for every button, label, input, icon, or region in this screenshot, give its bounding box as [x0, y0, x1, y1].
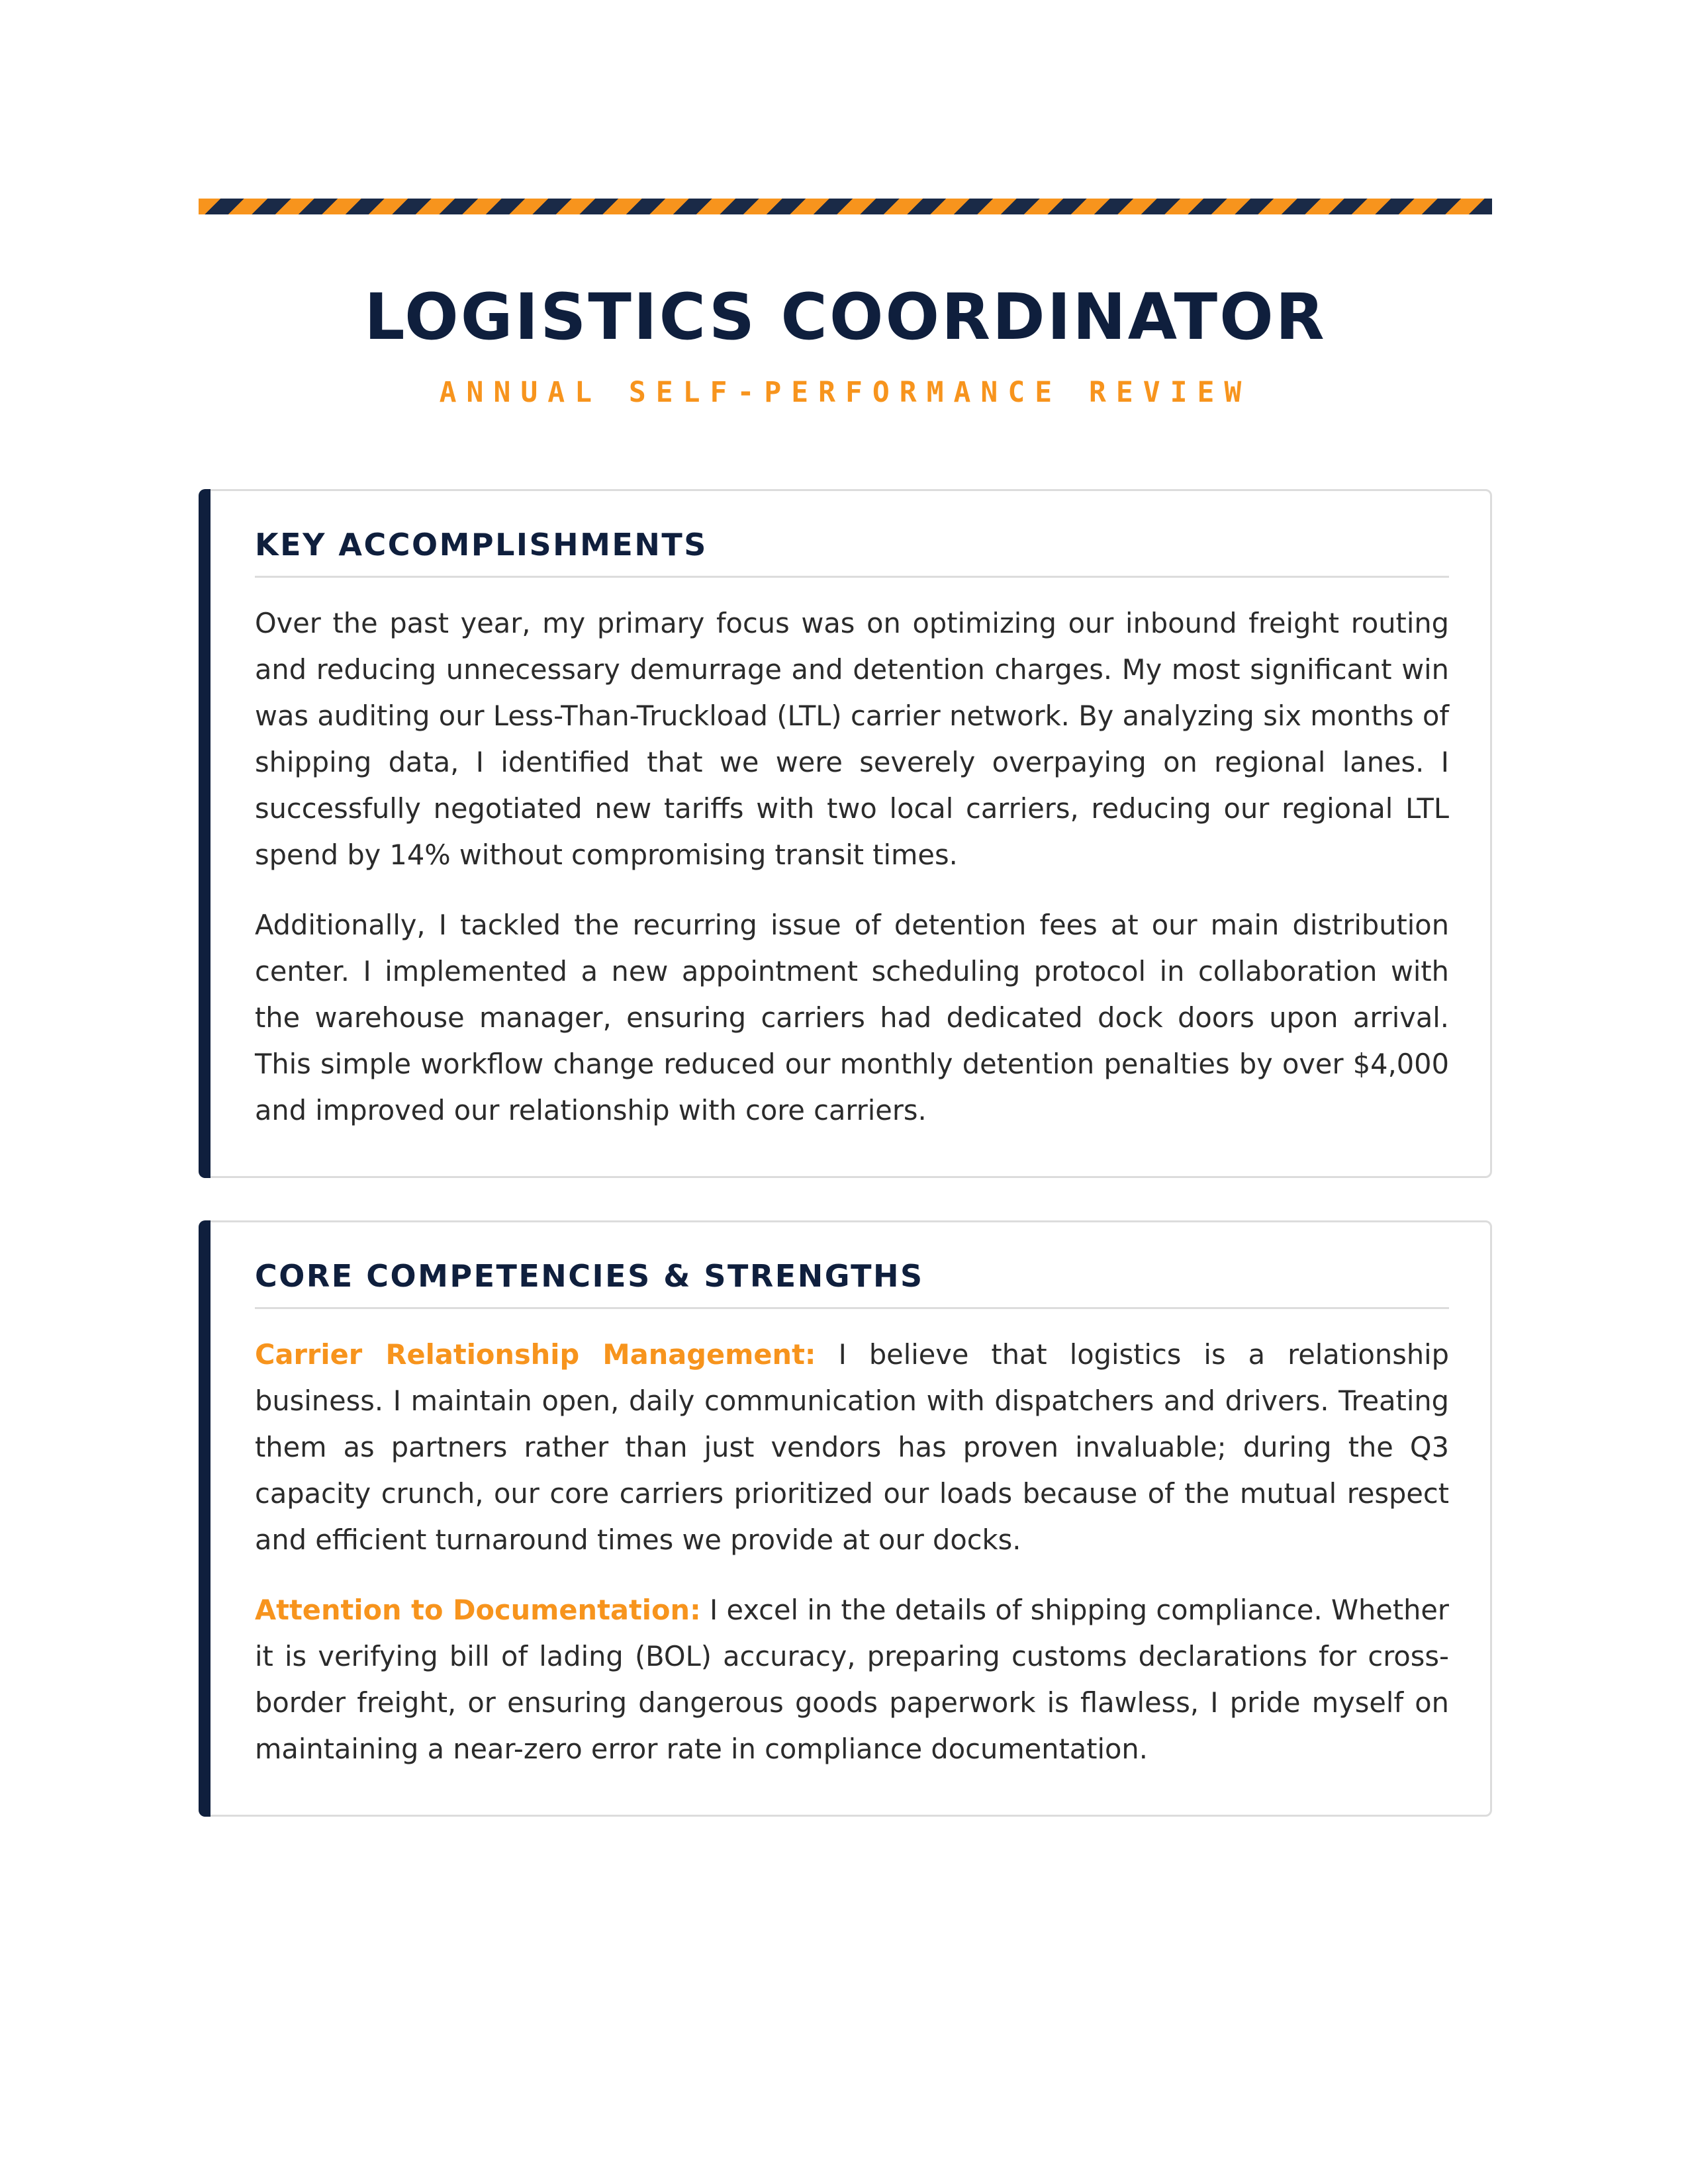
key-accomplishments-card [199, 489, 1492, 1178]
competency-lead: Attention to Documentation: [255, 1594, 701, 1627]
page-subtitle: ANNUAL SELF-PERFORMANCE REVIEW [439, 375, 1252, 409]
core-competencies-card [199, 1220, 1492, 1817]
competency-text: I believe that logistics is a relationship business. I maintain open, daily communication with dispatchers and drivers. Treating them as partners rather than just vendors has proven invaluable; during the Q3 capacity crunch, our core carriers prioritized our loads because of the mutual respect and efficient turnaround times we provide at our docks. [255, 1338, 1449, 1557]
review-document [199, 199, 1492, 1817]
competency-paragraph [255, 1587, 1449, 1772]
accomplishment-paragraph: Additionally, I tackled the recurring issue of detention fees at our main distribution center. I implemented a new appointment scheduling protocol in collaboration with the warehouse manager, ensuring carriers had dedicated dock doors upon arrival. This simple workflow change reduced our monthly detention penalties by over $4,000 and improved our relationship with core carriers. [255, 909, 1449, 1127]
section-heading: CORE COMPETENCIES & STRENGTHS [255, 1259, 1449, 1309]
hazard-stripe-bar [199, 199, 1492, 214]
competency-paragraph [255, 1332, 1449, 1563]
page-title: LOGISTICS COORDINATOR [364, 280, 1327, 354]
competency-text: I excel in the details of shipping compliance. Whether it is verifying bill of lading (BOL) accuracy, preparing customs declarations for cross-border freight, or ensuring dangerous goods paperwork is flawless, I pride myself on maintaining a near-zero error rate in compliance documentation. [255, 1594, 1449, 1766]
accomplishment-paragraph: Over the past year, my primary focus was on optimizing our inbound freight routing and reducing unnecessary demurrage and detention charges. My most significant win was auditing our Less-Than-Truckload (LTL) carrier network. By analyzing six months of shipping data, I identified that we were severely overpaying on regional lanes. I successfully negotiated new tariffs with two local carriers, reducing our regional LTL spend by 14% without compromising transit times. [255, 607, 1449, 872]
competency-lead: Carrier Relationship Management: [255, 1338, 816, 1371]
section-heading: KEY ACCOMPLISHMENTS [255, 527, 1449, 578]
